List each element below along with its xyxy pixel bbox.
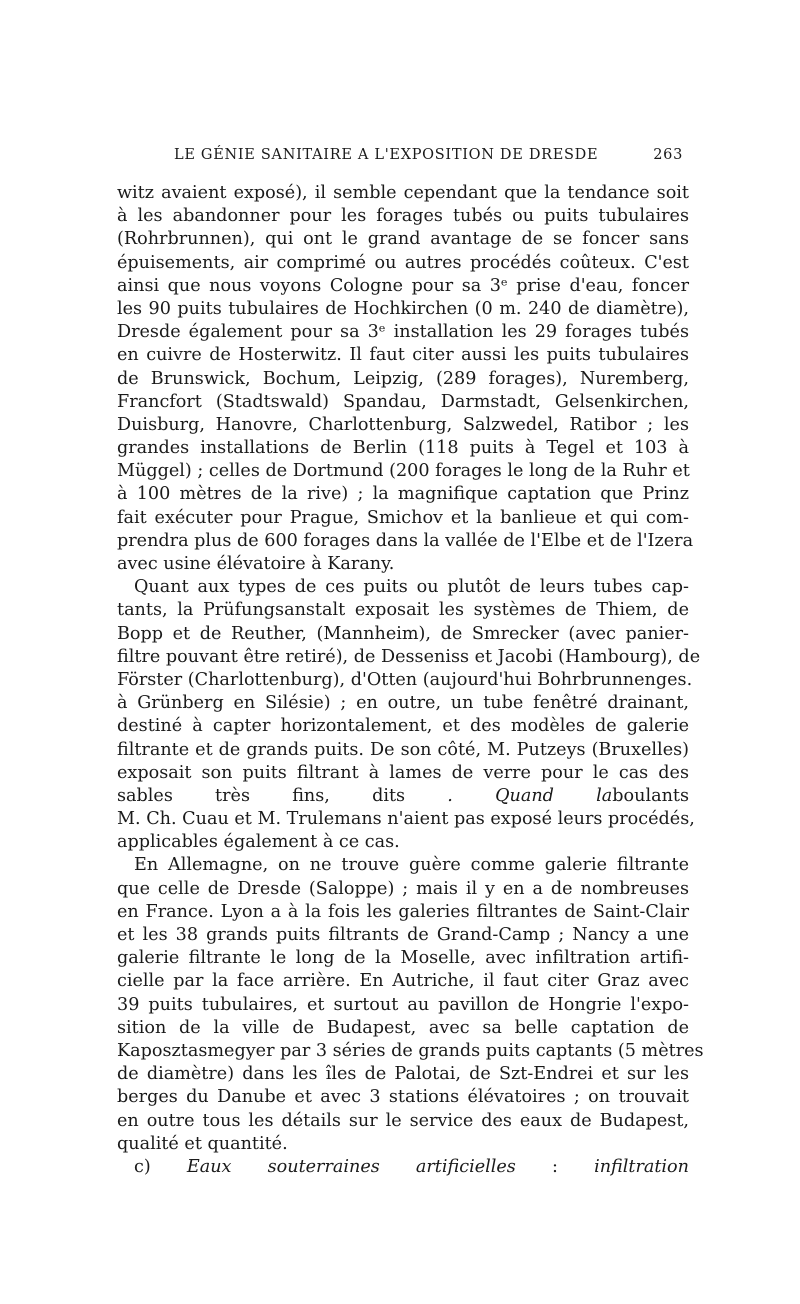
text-segment: : [515, 1156, 595, 1177]
text-line-with-italic [117, 785, 689, 808]
text-line: les 90 puits tubulaires de Hochkirchen (0 m. 240 de diamètre), [117, 298, 689, 319]
text-line: Quant aux types de ces puits ou plutôt de leurs tubes cap- [134, 577, 689, 598]
text-line: (Rohrbrunnen), qui ont le grand avantage de se foncer sans [117, 229, 689, 250]
text-line: Francfort (Stadtswald) Spandau, Darmstadt, Gelsenkirchen, [117, 391, 689, 412]
running-title: LE GÉNIE SANITAIRE A L'EXPOSITION DE DRESDE [174, 147, 599, 163]
text-line: et les 38 grands puits filtrants de Grand-Camp ; Nancy a une [117, 925, 689, 945]
text-line: Müggel) ; celles de Dortmund (200 forages le long de la Ruhr et [117, 461, 690, 482]
text-line: de diamètre) dans les îles de Palotai, de Szt-Endrei et sur les [117, 1064, 689, 1085]
text-line: Duisburg, Hanovre, Charlottenburg, Salzwedel, Ratibor ; les [117, 414, 689, 435]
text-segment: sables très fins, dits [117, 785, 448, 806]
text-line: Bopp et de Reuther, (Mannheim), de Smrecker (avec panier- [117, 623, 689, 644]
text-line: Kaposztasmegyer par 3 séries de grands puits captants (5 mètres [117, 1040, 704, 1061]
text-line: que celle de Dresde (Saloppe) ; mais il y en a de nombreuses [117, 878, 689, 899]
body-text [117, 182, 704, 1179]
section-heading-line [117, 1156, 689, 1179]
italic-term: . Quand la [447, 785, 613, 806]
text-line: 39 puits tubulaires, et surtout au pavillon de Hongrie l'expo- [117, 994, 689, 1015]
text-line: cielle par la face arrière. En Autriche, il faut citer Graz avec [117, 971, 689, 992]
section-marker: c) [134, 1156, 187, 1177]
text-line: en France. Lyon a à la fois les galeries filtrantes de Saint-Clair [117, 901, 689, 922]
text-line: filtre pouvant être retiré), de Desseniss et Jacobi (Hambourg), de [117, 646, 701, 667]
text-line: Förster (Charlottenburg), d'Otten (aujourd'hui Bohrbrunnenges. [117, 669, 693, 690]
text-line: En Allemagne, on ne trouve guère comme galerie filtrante [134, 855, 689, 876]
text-line: Dresde également pour sa 3ᵉ installation les 29 forages tubés [117, 322, 689, 343]
text-line: de Brunswick, Bochum, Leipzig, (289 forages), Nuremberg, [117, 368, 689, 389]
text-line: applicables également à ce cas. [117, 832, 400, 853]
text-line: M. Ch. Cuau et M. Trulemans n'aient pas exposé leurs procédés, [117, 809, 695, 830]
text-line: witz avaient exposé), il semble cependant que la tendance soit [117, 183, 689, 203]
text-line: en outre tous les détails sur le service des eaux de Budapest, [117, 1110, 689, 1131]
text-line: à Grünberg en Silésie) ; en outre, un tube fenêtré drainant, [117, 693, 689, 714]
page-number: 263 [653, 147, 683, 163]
text-line: exposait son puits filtrant à lames de verre pour le cas des [117, 762, 689, 783]
text-line: destiné à capter horizontalement, et des modèles de galerie [117, 716, 689, 737]
text-line: à 100 mètres de la rive) ; la magnifique captation que Prinz [117, 484, 689, 505]
running-header [118, 147, 683, 169]
text-line: épuisements, air comprimé ou autres procédés coûteux. C'est [117, 252, 689, 273]
text-line: ainsi que nous voyons Cologne pour sa 3ᵉ prise d'eau, foncer [117, 275, 689, 296]
text-line: galerie filtrante le long de la Moselle, avec infiltration artifi- [117, 948, 689, 969]
section-title: Eaux souterraines artificielles [186, 1156, 516, 1177]
text-line: tants, la Prüfungsanstalt exposait les systèmes de Thiem, de [117, 600, 689, 621]
text-line: berges du Danube et avec 3 stations élévatoires ; on trouvait [117, 1087, 689, 1108]
text-line: sition de la ville de Budapest, avec sa belle captation de [117, 1017, 689, 1038]
text-line: qualité et quantité. [117, 1133, 288, 1154]
text-segment: boulants [612, 785, 689, 806]
section-subtitle: infiltration [594, 1156, 689, 1177]
text-line: fait exécuter pour Prague, Smichov et la banlieue et qui com- [117, 507, 689, 528]
text-line: prendra plus de 600 forages dans la vallée de l'Elbe et de l'Izera [117, 530, 694, 551]
text-line: filtrante et de grands puits. De son côté, M. Putzeys (Bruxelles) [117, 739, 689, 760]
text-line: en cuivre de Hosterwitz. Il faut citer aussi les puits tubulaires [117, 345, 689, 366]
text-line: avec usine élévatoire à Karany. [117, 554, 395, 574]
text-line: à les abandonner pour les forages tubés ou puits tubulaires [117, 206, 689, 227]
text-line: grandes installations de Berlin (118 puits à Tegel et 103 à [117, 438, 689, 459]
